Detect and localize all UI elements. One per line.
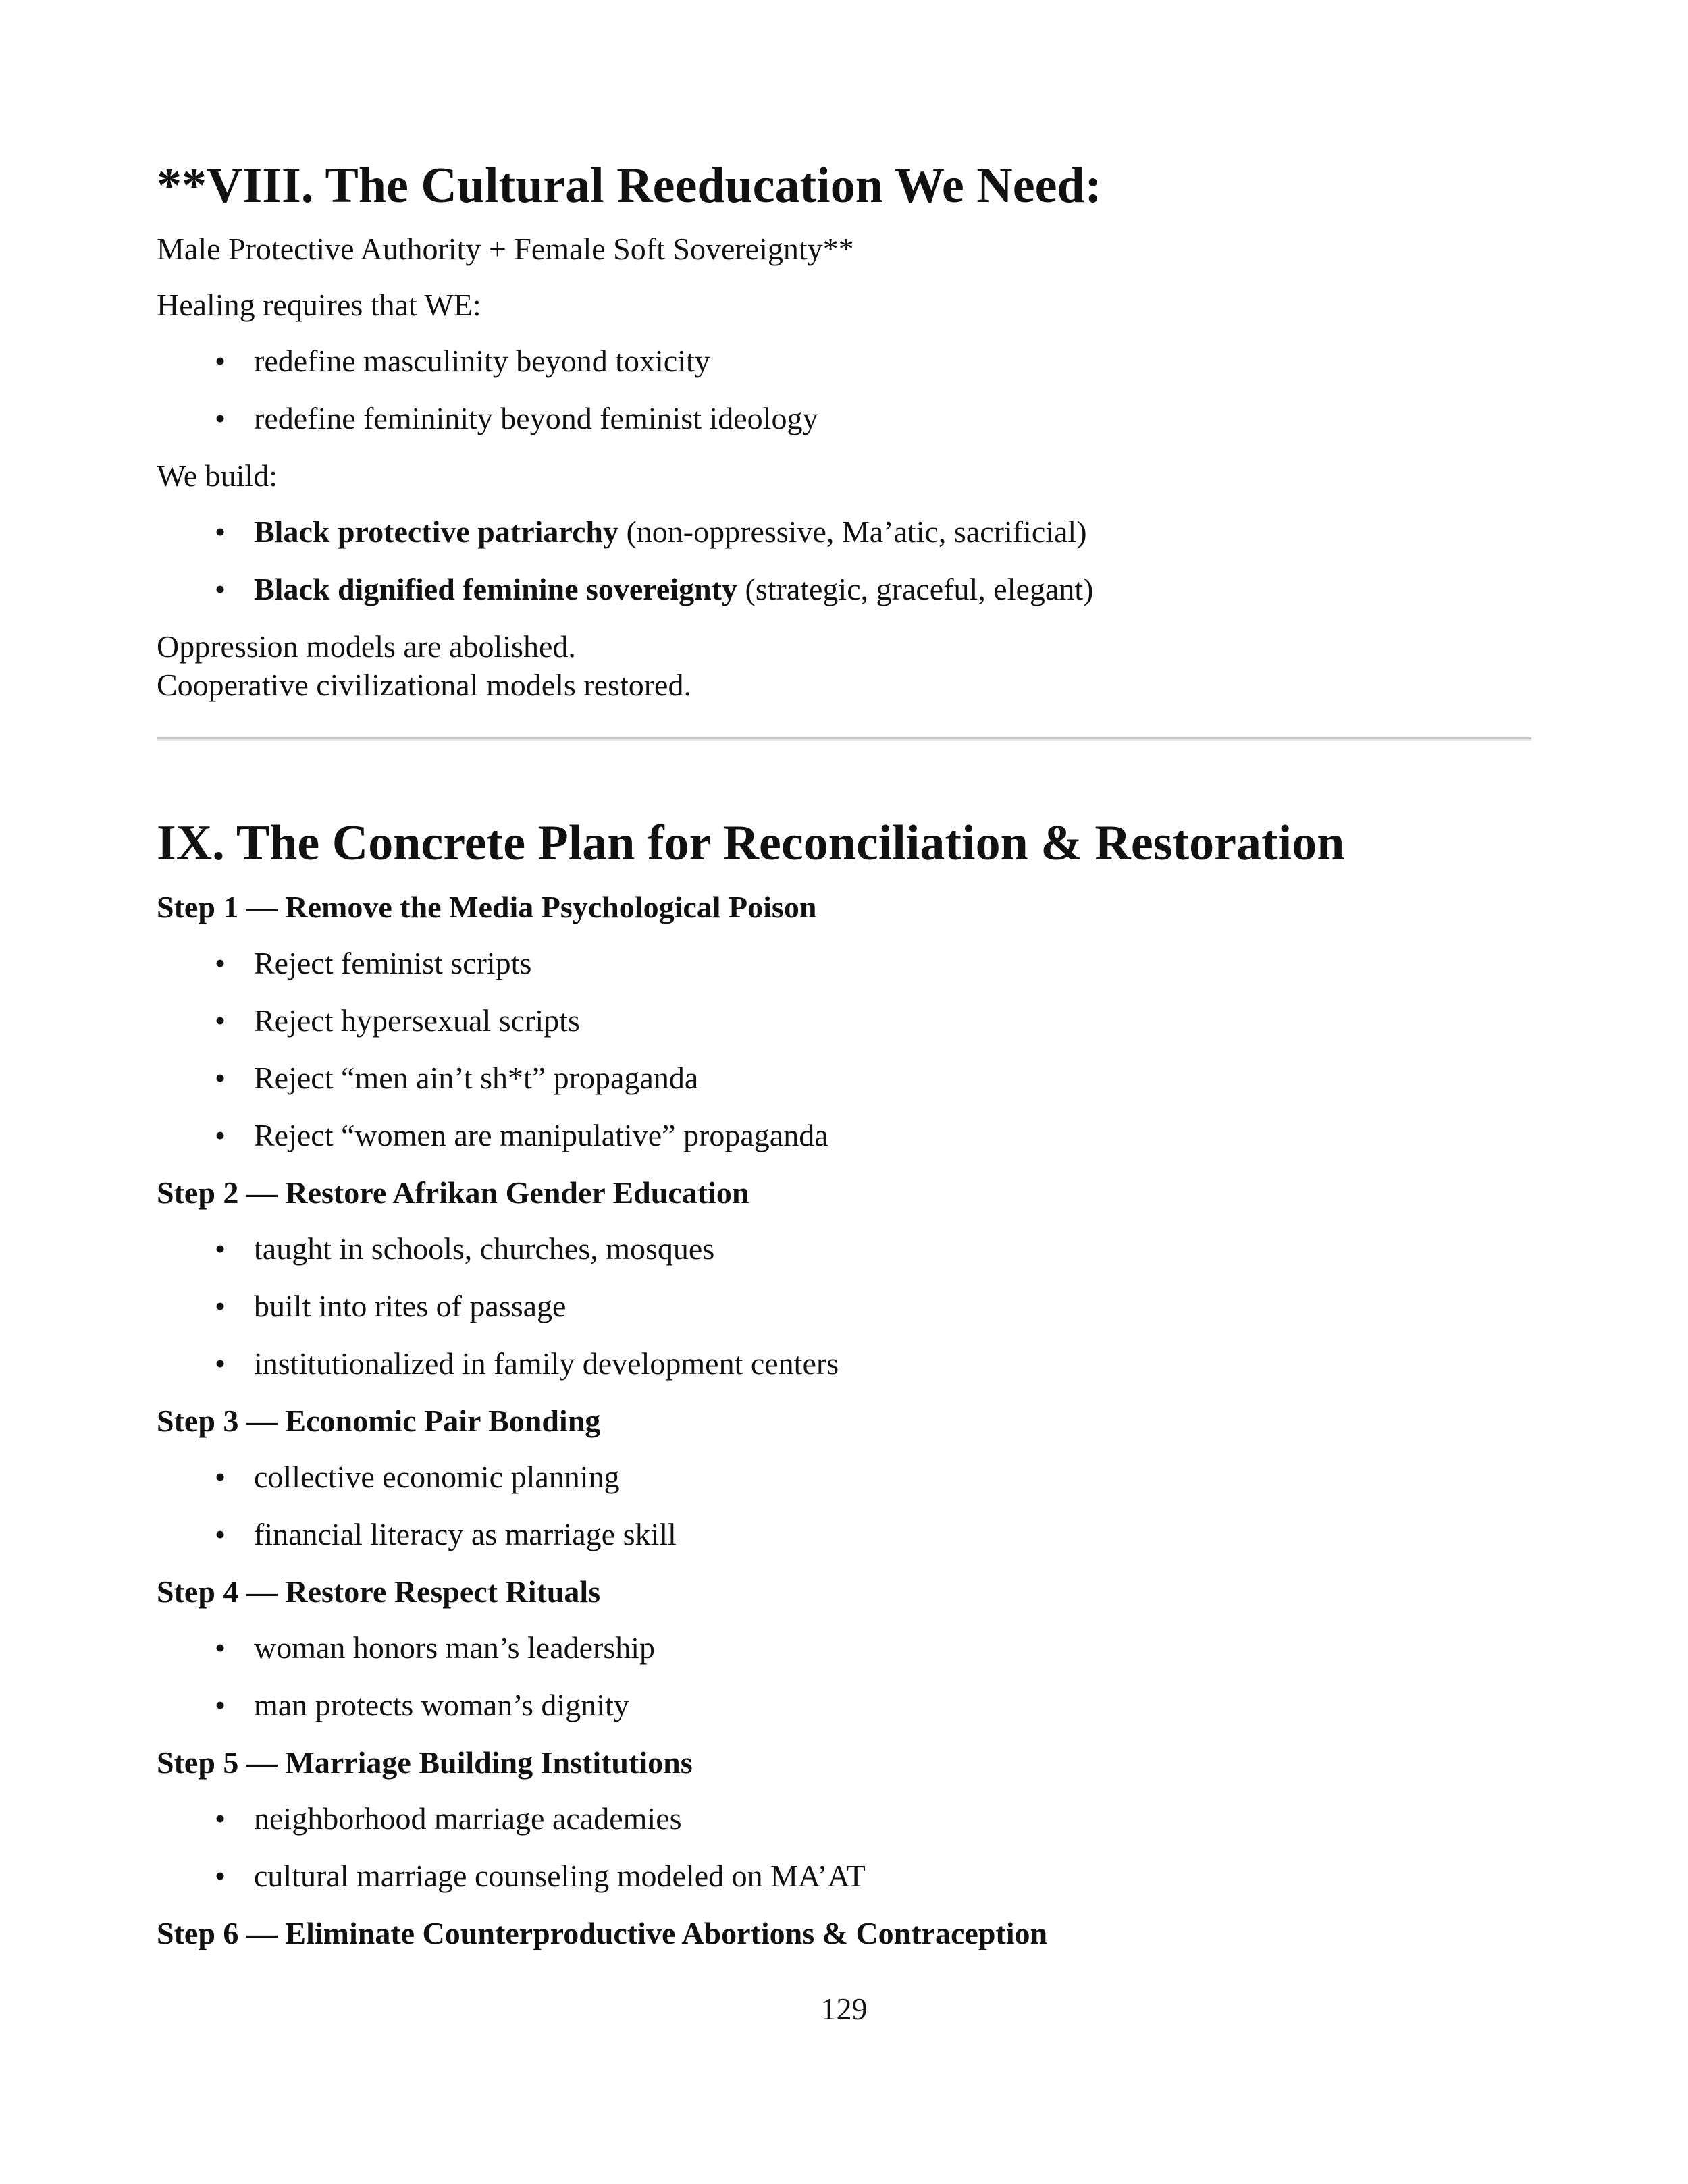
bullet-glyph: • — [215, 1346, 226, 1381]
list-item-text: man protects woman’s dignity — [254, 1688, 629, 1722]
list-item-text: Reject “women are manipulative” propaganda — [254, 1118, 828, 1152]
list-item-text: collective economic planning — [254, 1460, 620, 1494]
list-item-text: cultural marriage counseling modeled on MA’AT — [254, 1859, 866, 1893]
bullet-glyph: • — [215, 401, 226, 435]
list-item-text: Reject feminist scripts — [254, 946, 532, 980]
list-item — [215, 1632, 655, 1663]
bullet-glyph: • — [215, 1289, 226, 1323]
step-heading: Step 3 — Economic Pair Bonding — [157, 1404, 601, 1438]
bullet-glyph: • — [215, 946, 226, 980]
bullet-glyph: • — [215, 514, 226, 549]
list-item-text: taught in schools, churches, mosques — [254, 1231, 715, 1266]
page-number: 129 — [820, 1992, 868, 2026]
bullet-glyph: • — [215, 1118, 226, 1152]
closing-line: Cooperative civilizational models restored. — [157, 668, 691, 702]
bullet-glyph: • — [215, 1630, 226, 1665]
bullet-glyph: • — [215, 1460, 226, 1494]
bullet-glyph: • — [215, 1859, 226, 1893]
step-heading: Step 2 — Restore Afrikan Gender Education — [157, 1175, 749, 1210]
bullet-glyph: • — [215, 344, 226, 378]
list-item-text: (non-oppressive, Ma’atic, sacrificial) — [618, 514, 1087, 549]
list-item-text: redefine femininity beyond feminist ideology — [254, 401, 818, 435]
list-item — [215, 403, 818, 434]
closing-line: Oppression models are abolished. — [157, 629, 576, 664]
bullet-glyph: • — [215, 1061, 226, 1095]
list-item-bold-text: Black protective patriarchy — [254, 514, 618, 549]
list-item-text: neighborhood marriage academies — [254, 1801, 682, 1836]
step-heading: Step 6 — Eliminate Counterproductive Abortions & Contraception — [157, 1916, 1048, 1950]
list-item-text: financial literacy as marriage skill — [254, 1517, 677, 1551]
list-item — [215, 1462, 620, 1493]
section-viii-subtitle: Male Protective Authority + Female Soft Sovereignty** — [157, 232, 854, 266]
list-item-text: (strategic, graceful, elegant) — [737, 572, 1094, 606]
list-item — [215, 346, 710, 377]
list-item — [215, 1861, 866, 1892]
bullet-glyph: • — [215, 1003, 226, 1038]
list-item-text: Reject “men ain’t sh*t” propaganda — [254, 1061, 699, 1095]
step-heading: Step 4 — Restore Respect Rituals — [157, 1574, 601, 1609]
bullet-glyph: • — [215, 1231, 226, 1266]
list-item — [215, 1233, 714, 1264]
list-item — [215, 1348, 839, 1379]
step-heading: Step 5 — Marriage Building Institutions — [157, 1745, 693, 1780]
step-heading: Step 1 — Remove the Media Psychological Poison — [157, 890, 817, 924]
horizontal-rule — [157, 737, 1531, 741]
build-intro: We build: — [157, 458, 278, 493]
list-item-text: institutionalized in family development centers — [254, 1346, 839, 1381]
list-item — [215, 574, 1093, 605]
bullet-glyph: • — [215, 1801, 226, 1836]
list-item — [215, 1063, 698, 1094]
list-item-text: Reject hypersexual scripts — [254, 1003, 580, 1038]
list-item — [215, 1120, 828, 1151]
list-item — [215, 1803, 682, 1834]
list-item-text: woman honors man’s leadership — [254, 1630, 656, 1665]
list-item-text: redefine masculinity beyond toxicity — [254, 344, 710, 378]
section-viii-intro: Healing requires that WE: — [157, 288, 481, 322]
bullet-glyph: • — [215, 572, 226, 606]
section-ix-heading: IX. The Concrete Plan for Reconciliation & Restoration — [157, 816, 1345, 871]
bullet-glyph: • — [215, 1517, 226, 1551]
section-viii-heading: **VIII. The Cultural Reeducation We Need: — [157, 158, 1102, 213]
list-item — [215, 1005, 580, 1036]
list-item — [215, 1690, 629, 1721]
list-item-bold-text: Black dignified feminine sovereignty — [254, 572, 737, 606]
list-item-text: built into rites of passage — [254, 1289, 566, 1323]
list-item — [215, 1291, 566, 1322]
list-item — [215, 516, 1087, 548]
list-item — [215, 948, 531, 979]
list-item — [215, 1519, 677, 1550]
bullet-glyph: • — [215, 1688, 226, 1722]
